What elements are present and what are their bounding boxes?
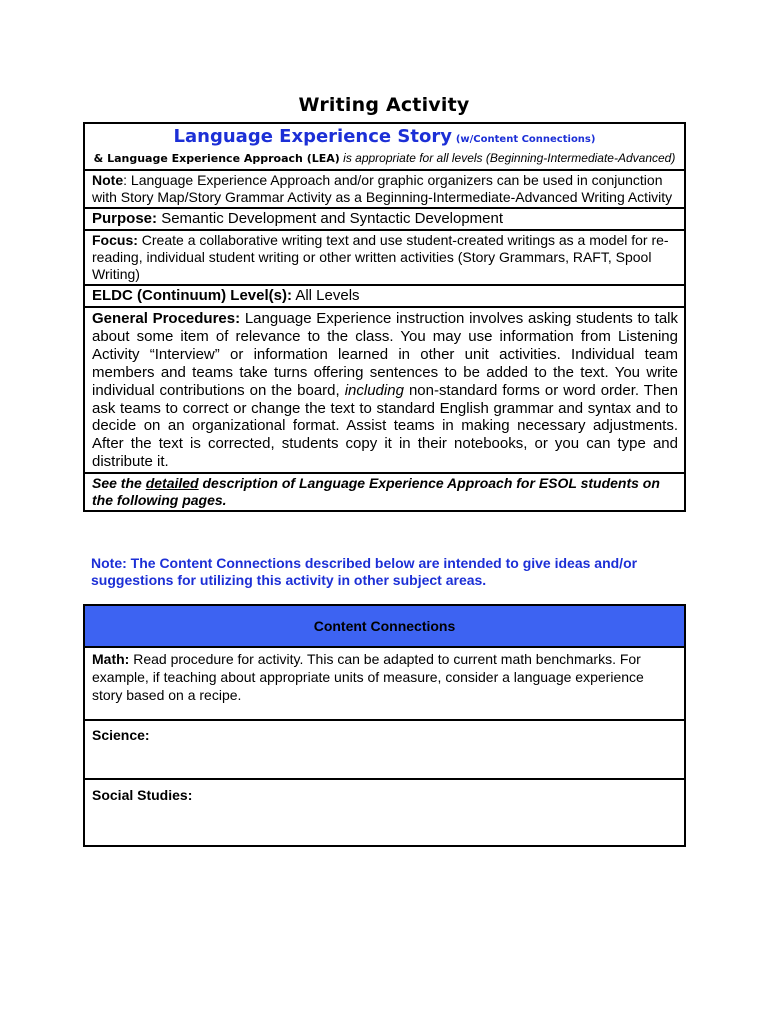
social-studies-row <box>85 778 684 845</box>
content-note: Note: The Content Connections described below are intended to give ideas and/or suggestions for utilizing this activity in other subject areas. <box>91 555 638 588</box>
note-row <box>85 169 684 207</box>
science-row <box>85 719 684 778</box>
social-studies-label: Social Studies: <box>92 787 193 803</box>
page-title: Writing Activity <box>298 94 470 116</box>
eldc-row <box>85 284 684 306</box>
see-text-2: description of Language Experience Approach for ESOL students on the following pages. <box>92 475 660 509</box>
focus-text: Create a collaborative writing text and use student-created writings as a model for re-reading, individual student writing or other written activities (Story Grammars, RAFT, Spool Writing) <box>92 232 669 282</box>
purpose-label: Purpose: <box>92 210 158 227</box>
math-row <box>85 648 684 719</box>
focus-row <box>85 229 684 284</box>
math-label: Math: <box>92 651 130 667</box>
see-text-1: See the <box>92 475 142 492</box>
science-label: Science: <box>92 727 150 743</box>
general-procedures-row <box>85 306 684 472</box>
activity-subtitle: (w/Content Connections) <box>455 134 596 145</box>
activity-header <box>85 124 684 169</box>
gp-italic: including <box>344 381 404 399</box>
note-label: Note <box>92 172 124 188</box>
lea-line <box>93 151 676 166</box>
content-connections-header: Content Connections <box>85 606 684 648</box>
see-underline: detailed <box>145 475 199 492</box>
gp-text-2: non-standard forms or word order. Then ask teams to correct or change the text to standard English grammar and syntax and to decide on an organizational format. Assist teams in making necessary adjustments. After the text is corrected, students copy it in their notebooks, or you can type and distribute it. <box>92 381 678 471</box>
lea-label: & Language Experience Approach (LEA) <box>93 152 340 165</box>
gp-label: General Procedures: <box>92 310 241 327</box>
purpose-text: Semantic Development and Syntactic Development <box>161 210 504 227</box>
purpose-row <box>85 207 684 229</box>
eldc-label: ELDC (Continuum) Level(s): <box>92 287 292 304</box>
see-detailed-row <box>85 472 684 510</box>
lea-text: is appropriate for all levels (Beginning-Intermediate-Advanced) <box>343 151 676 165</box>
math-text: Read procedure for activity. This can be adapted to current math benchmarks. For example, if teaching about appropriate units of measure, consider a language experience story based on a recipe. <box>92 651 644 703</box>
gp-text-1: Language Experience instruction involves asking students to talk about some item of relevance to the class. You may use information from Listening Activity “Interview” or information learned in other unit activities. Individual team members and teams take turns offering sentences to be added to the text. You write individual contributions on the board, <box>92 310 679 399</box>
note-text: : Language Experience Approach and/or graphic organizers can be used in conjunction with Story Map/Story Grammar Activity as a Beginning-Intermediate-Advanced Writing Activity <box>92 172 673 205</box>
activity-title: Language Experience Story <box>173 126 452 147</box>
activity-table <box>83 122 686 512</box>
eldc-text: All Levels <box>295 287 360 304</box>
focus-label: Focus: <box>92 232 138 248</box>
content-connections-table <box>83 604 686 847</box>
